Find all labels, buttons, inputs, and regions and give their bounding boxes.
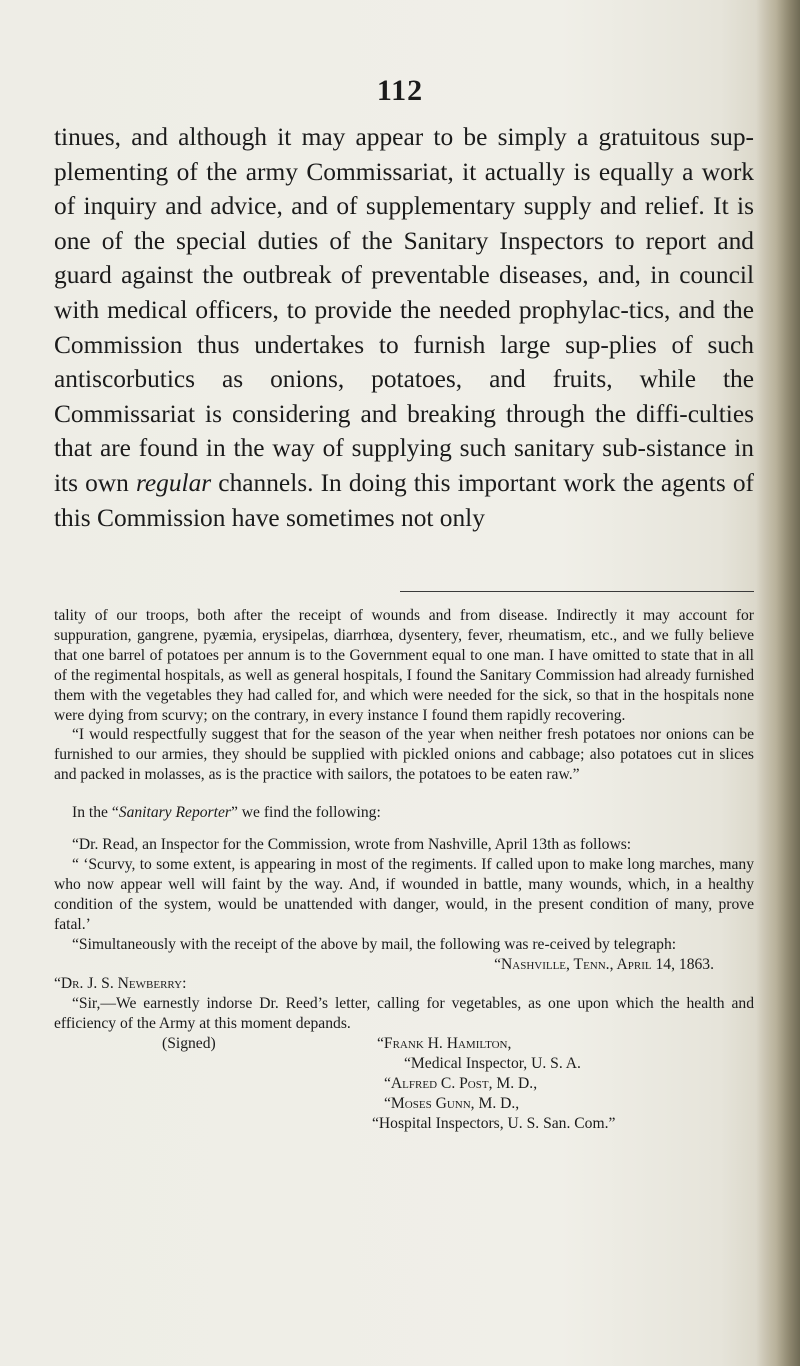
footnote-paragraph-5: “ ‘Scurvy, to some extent, is appearing in most of the regiments. If called upon to make long marches, many who now appear well will faint by the way. And, if wounded in battle, many wounds, which, in a healthy condition of the system, would be unattended with danger, would, in the present condition of many, prove fatal.’ xyxy=(54,855,754,933)
main-text-part-2: channels. In doing this important work the agents of this Commission have sometimes not only xyxy=(54,468,754,532)
p3-title: Sanitary Reporter xyxy=(118,804,231,822)
signature-5: “Hospital Inspectors, U. S. San. Com.” xyxy=(372,1114,616,1132)
signature-1: “Frank H. Hamilton, xyxy=(377,1035,512,1053)
footnote-paragraph-3 xyxy=(54,803,754,823)
footnote-block xyxy=(54,606,754,1134)
dateline: “Nashville, Tenn., April 14, 1863. xyxy=(494,955,714,973)
main-text-block xyxy=(54,120,754,535)
signature-2: “Medical Inspector, U. S. A. xyxy=(404,1055,581,1073)
signed-label: (Signed) xyxy=(162,1035,216,1053)
page-edge-shadow xyxy=(756,0,800,1366)
footnote-paragraph-7: “Sir,—We earnestly indorse Dr. Reed’s letter, calling for vegetables, as one upon which the health and efficiency of the Army at this moment depands. xyxy=(54,995,754,1033)
main-text-part-1: tinues, and although it may appear to be simply a gratuitous sup-plementing of the army Commissariat, it actually is equally a work of inquiry and advice, and of supplementary supply and relief. It is one of the special duties of the Sanitary Inspectors to report and guard against the outbreak of preventable diseases, and, in council with medical officers, to provide the needed prophylac-tics, and the Commission thus undertakes to furnish large sup-plies of such antiscorbutics as onions, potatoes, and fruits, while the Commissariat is considering and breaking through the diffi-culties that are found in the way of supplying such sanitary sub-sistance in its own xyxy=(54,123,754,497)
main-paragraph xyxy=(54,120,754,535)
addressee: “Dr. J. S. Newberry: xyxy=(54,975,187,993)
signature-3: “Alfred C. Post, M. D., xyxy=(384,1074,538,1092)
footnote-paragraph-4: “Dr. Read, an Inspector for the Commission, wrote from Nashville, April 13th as follows: xyxy=(72,836,632,854)
footnote-paragraph-6: “Simultaneously with the receipt of the above by mail, the following was re-ceived by telegraph: xyxy=(72,935,677,953)
footnote-paragraph-1: tality of our troops, both after the receipt of wounds and from disease. Indirectly it may account for suppuration, gangrene, pyæmia, erysipelas, diarrhœa, dysentery, fever, rheumatism, etc., and we fully believe that one barrel of potatoes per annum is to the Government equal to one man. I have omitted to state that in all of the regimental hospitals, as well as general hospitals, I found the Sanitary Commission had already furnished them with the vegetables they had called for, and which were needed for the sick, so that in the hospitals none were dying from scurvy; on the contrary, in every instance I found them rapidly recovering. xyxy=(54,607,754,724)
main-text-italic: regular xyxy=(135,468,212,497)
footnote-paragraph-2: “I would respectfully suggest that for the season of the year when neither fresh potatoes nor onions can be furnished to our armies, they should be supplied with pickled onions and cabbage; also potatoes cut in slices and packed in molasses, as is the practice with sailors, the potatoes to be eaten raw.” xyxy=(54,726,754,784)
page-number: 112 xyxy=(376,74,424,107)
footnote-divider xyxy=(400,591,754,592)
signature-4: “Moses Gunn, M. D., xyxy=(384,1094,520,1112)
signed-row xyxy=(54,1034,754,1054)
p3-post: ” we find the following: xyxy=(230,804,381,822)
p3-pre: In the “ xyxy=(72,804,119,822)
